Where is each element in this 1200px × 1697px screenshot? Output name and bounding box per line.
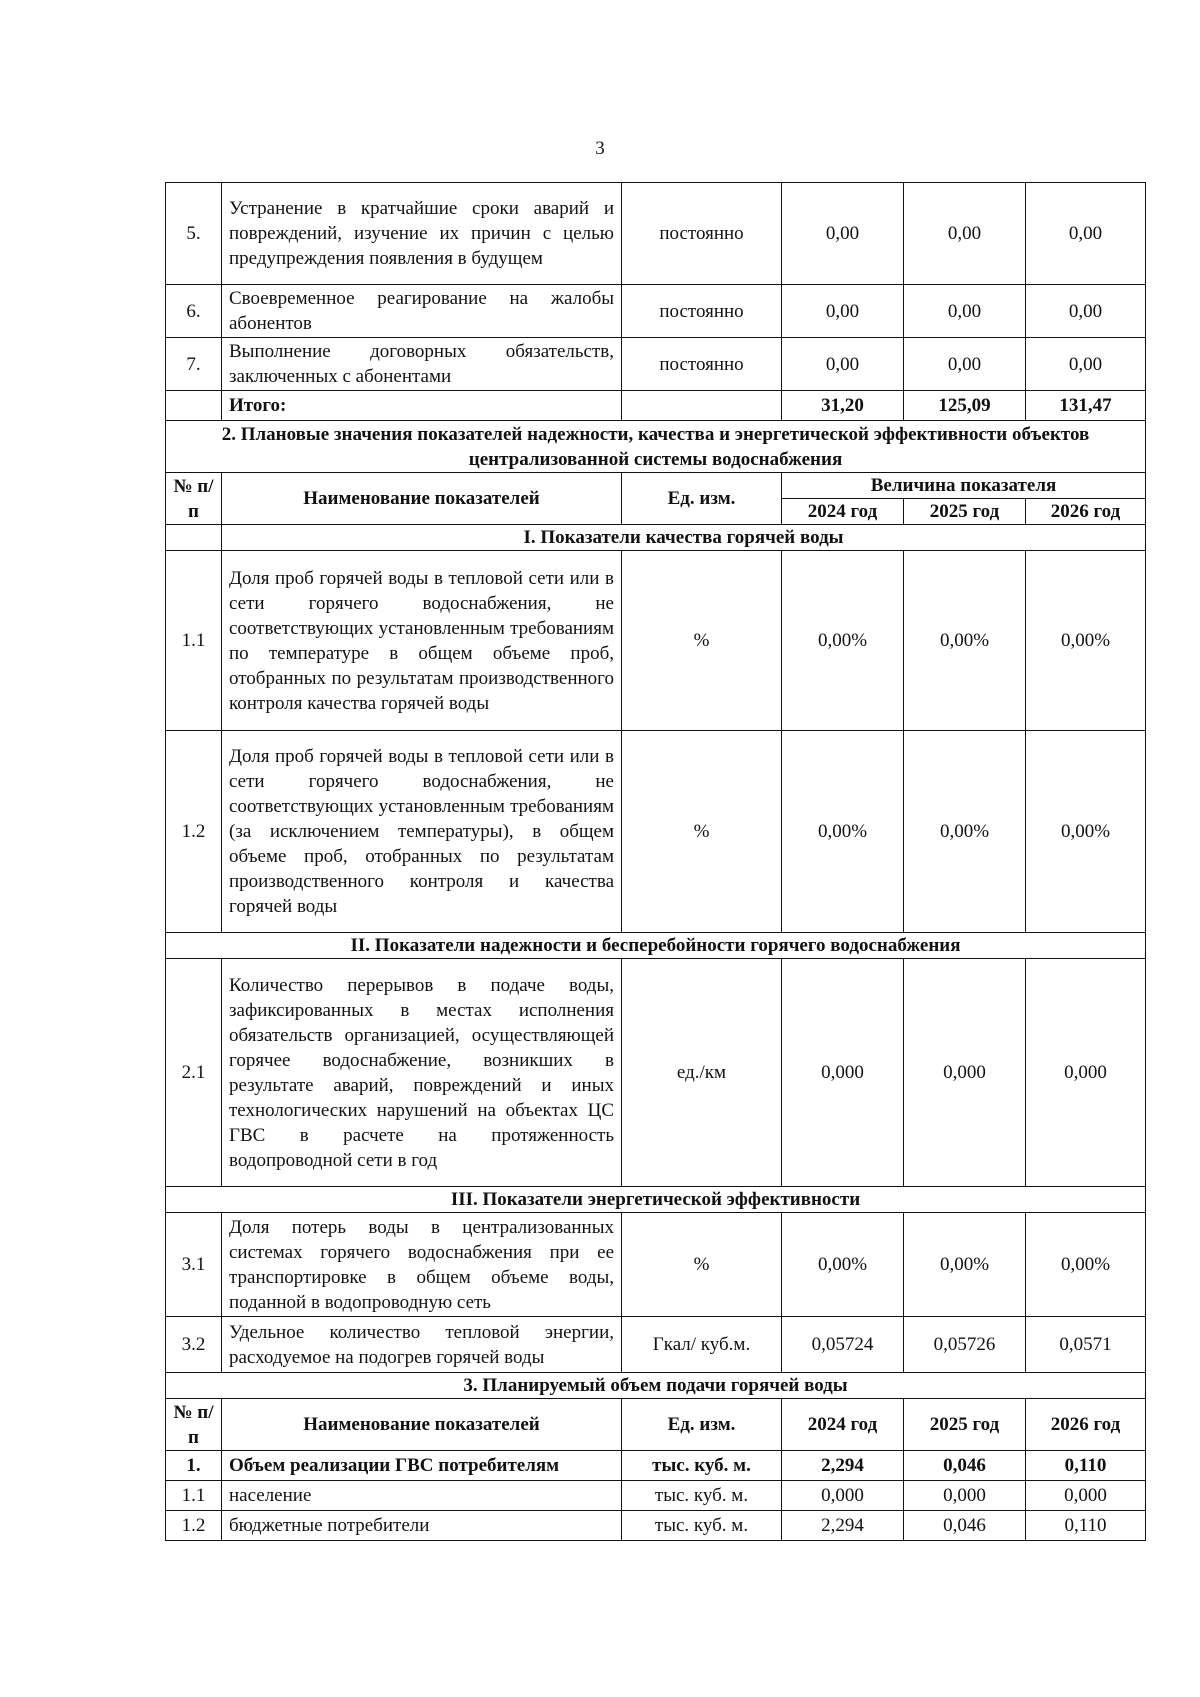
group-3-title: III. Показатели энергетической эффективности [166, 1187, 1146, 1213]
row-value-1: 0,00% [782, 551, 904, 731]
row-number: 1.1 [166, 1481, 222, 1511]
row-name: Выполнение договорных обязательств, заключенных с абонентами [222, 338, 622, 391]
table-row [166, 183, 1146, 285]
header-row [166, 1399, 1146, 1451]
row-value-1: 0,05724 [782, 1317, 904, 1373]
section-3-title: 3. Планируемый объем подачи горячей воды [166, 1373, 1146, 1399]
row-value-2: 0,00 [904, 183, 1026, 285]
row-value-1: 0,000 [782, 1481, 904, 1511]
row-term: постоянно [622, 338, 782, 391]
table-row [166, 731, 1146, 933]
row-value-2: 0,000 [904, 959, 1026, 1187]
row-value-2: 0,046 [904, 1511, 1026, 1541]
row-value-3: 0,00% [1026, 1213, 1146, 1317]
row-number: 3.2 [166, 1317, 222, 1373]
row-unit: % [622, 551, 782, 731]
header-year-3: 2026 год [1026, 1399, 1146, 1451]
row-value-2: 0,00% [904, 1213, 1026, 1317]
row-unit: Гкал/ куб.м. [622, 1317, 782, 1373]
group-1-title: I. Показатели качества горячей воды [222, 525, 1146, 551]
row-number: 3.1 [166, 1213, 222, 1317]
row-value-3: 0,00 [1026, 183, 1146, 285]
header-year-3: 2026 год [1026, 499, 1146, 525]
row-value-3: 0,000 [1026, 959, 1146, 1187]
row-value-1: 0,000 [782, 959, 904, 1187]
row-number: 5. [166, 183, 222, 285]
total-value-3: 131,47 [1026, 391, 1146, 421]
row-value-2: 0,00 [904, 338, 1026, 391]
header-year-2: 2025 год [904, 1399, 1026, 1451]
table-row [166, 1511, 1146, 1541]
header-unit: Ед. изм. [622, 473, 782, 525]
row-value-3: 0,00 [1026, 338, 1146, 391]
row-number: 2.1 [166, 959, 222, 1187]
table-row [166, 338, 1146, 391]
group-title-row [166, 933, 1146, 959]
row-unit: тыс. куб. м. [622, 1481, 782, 1511]
row-value-1: 0,00 [782, 338, 904, 391]
row-unit: ед./км [622, 959, 782, 1187]
total-row [166, 391, 1146, 421]
row-name: Своевременное реагирование на жалобы абонентов [222, 285, 622, 338]
group-title-row [166, 1187, 1146, 1213]
header-num: № п/п [166, 1399, 222, 1451]
page-number: 3 [595, 138, 605, 159]
row-unit: тыс. куб. м. [622, 1451, 782, 1481]
row-name: Доля проб горячей воды в тепловой сети или в сети горячего водоснабжения, не соответствующих установленным требованиям (за исключением температуры), в общем объеме проб, отобранных по результатам производственного контроля и качества горячей воды [222, 731, 622, 933]
row-value-3: 0,00% [1026, 731, 1146, 933]
row-value-2: 0,000 [904, 1481, 1026, 1511]
row-name: Объем реализации ГВС потребителям [222, 1451, 622, 1481]
group-title-row [166, 525, 1146, 551]
total-value-2: 125,09 [904, 391, 1026, 421]
table-row [166, 551, 1146, 731]
header-year-2: 2025 год [904, 499, 1026, 525]
row-value-3: 0,110 [1026, 1451, 1146, 1481]
row-unit: % [622, 1213, 782, 1317]
table-row [166, 959, 1146, 1187]
header-year-1: 2024 год [782, 499, 904, 525]
row-value-1: 0,00% [782, 1213, 904, 1317]
plan-table [165, 182, 1146, 1541]
row-number: 6. [166, 285, 222, 338]
table-row [166, 1451, 1146, 1481]
section-2-title: 2. Плановые значения показателей надежности, качества и энергетической эффективности объектов централизованной системы водоснабжения [166, 421, 1146, 473]
row-value-1: 0,00 [782, 183, 904, 285]
row-value-1: 2,294 [782, 1511, 904, 1541]
table-row [166, 1317, 1146, 1373]
row-value-3: 0,0571 [1026, 1317, 1146, 1373]
row-value-2: 0,00% [904, 551, 1026, 731]
row-term: постоянно [622, 183, 782, 285]
header-unit: Ед. изм. [622, 1399, 782, 1451]
row-value-1: 0,00% [782, 731, 904, 933]
total-value-1: 31,20 [782, 391, 904, 421]
total-label: Итого: [222, 391, 622, 421]
header-name: Наименование показателей [222, 1399, 622, 1451]
header-row [166, 473, 1146, 499]
row-term: постоянно [622, 285, 782, 338]
row-value-3: 0,00% [1026, 551, 1146, 731]
row-name: Доля проб горячей воды в тепловой сети или в сети горячего водоснабжения, не соответствующих установленным требованиям по температуре в общем объеме проб, отобранных по результатам производственного контроля качества горячей воды [222, 551, 622, 731]
row-number: 1.1 [166, 551, 222, 731]
table-row [166, 285, 1146, 338]
row-value-2: 0,046 [904, 1451, 1026, 1481]
section-title-row [166, 1373, 1146, 1399]
row-name: население [222, 1481, 622, 1511]
row-value-3: 0,000 [1026, 1481, 1146, 1511]
row-value-1: 2,294 [782, 1451, 904, 1481]
row-value-3: 0,00 [1026, 285, 1146, 338]
row-number: 1.2 [166, 731, 222, 933]
group-2-title: II. Показатели надежности и бесперебойности горячего водоснабжения [166, 933, 1146, 959]
row-value-3: 0,110 [1026, 1511, 1146, 1541]
row-value-2: 0,00 [904, 285, 1026, 338]
table-row [166, 1213, 1146, 1317]
row-name: Устранение в кратчайшие сроки аварий и повреждений, изучение их причин с целью предупреждения появления в будущем [222, 183, 622, 285]
row-unit: % [622, 731, 782, 933]
table-row [166, 1481, 1146, 1511]
row-name: Количество перерывов в подаче воды, зафиксированных в местах исполнения обязательств организацией, осуществляющей горячее водоснабжение, возникших в результате аварий, повреждений и иных технологических нарушений на объектах ЦС ГВС в расчете на протяженность водопроводной сети в год [222, 959, 622, 1187]
row-value-2: 0,00% [904, 731, 1026, 933]
row-name: Удельное количество тепловой энергии, расходуемое на подогрев горячей воды [222, 1317, 622, 1373]
row-value-2: 0,05726 [904, 1317, 1026, 1373]
row-number: 7. [166, 338, 222, 391]
header-year-1: 2024 год [782, 1399, 904, 1451]
row-value-1: 0,00 [782, 285, 904, 338]
header-value-group: Величина показателя [782, 473, 1146, 499]
section-title-row [166, 421, 1146, 473]
row-name: Доля потерь воды в централизованных системах горячего водоснабжения при ее транспортировке в общем объеме воды, поданной в водопроводную сеть [222, 1213, 622, 1317]
row-number: 1. [166, 1451, 222, 1481]
header-num: № п/п [166, 473, 222, 525]
row-name: бюджетные потребители [222, 1511, 622, 1541]
row-unit: тыс. куб. м. [622, 1511, 782, 1541]
header-name: Наименование показателей [222, 473, 622, 525]
row-number: 1.2 [166, 1511, 222, 1541]
